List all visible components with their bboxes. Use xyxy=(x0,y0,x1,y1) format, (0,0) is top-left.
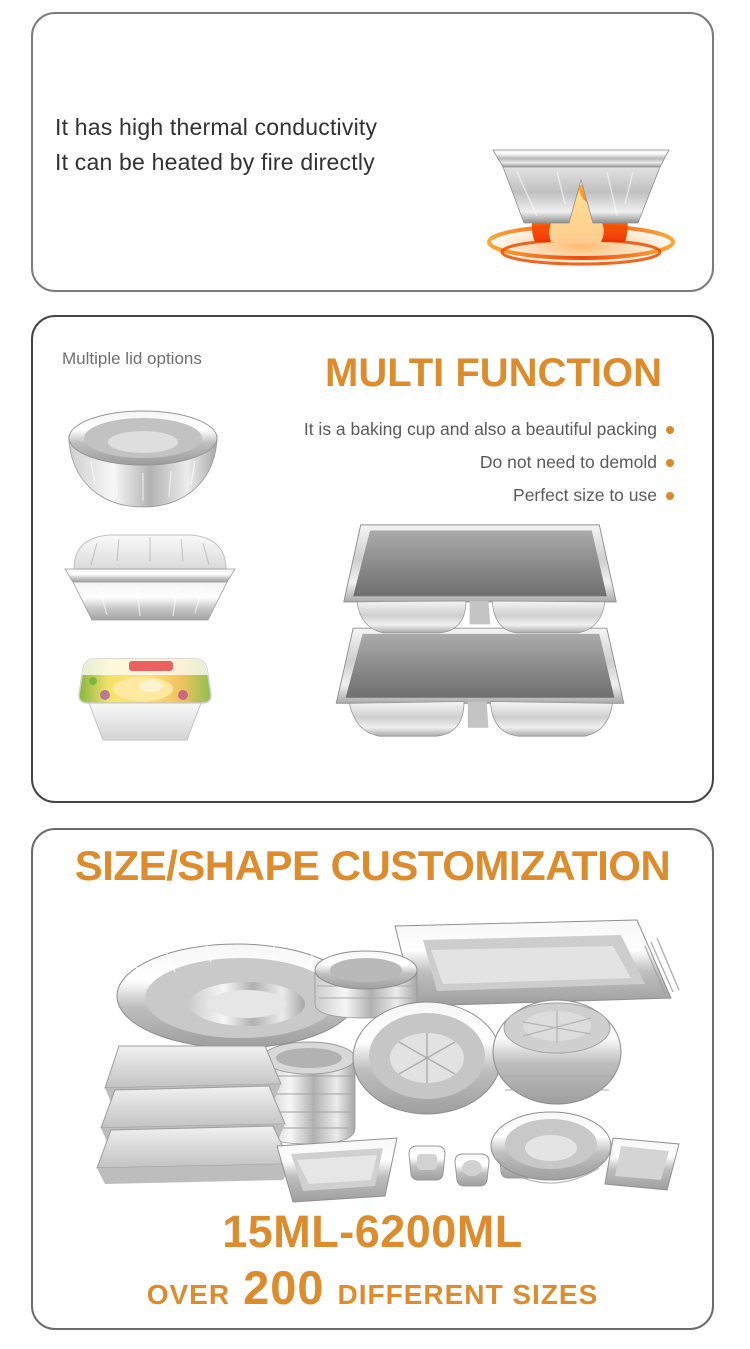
foil-tray-over-fire-image xyxy=(467,124,695,278)
feature-bullet xyxy=(304,452,674,473)
foil-container-printed-lid-image xyxy=(77,651,213,743)
multiple-lid-options-label: Multiple lid options xyxy=(62,349,202,368)
sizes-count-line xyxy=(33,1260,712,1315)
volume-range-text: 15ML-6200ML xyxy=(222,1206,523,1257)
feature-bullet-list xyxy=(304,419,674,506)
rect-foil-container-with-lid-image xyxy=(57,521,243,623)
multi-function-card xyxy=(31,315,714,803)
bullet-dot-icon xyxy=(666,426,674,434)
sizes-prefix: OVER xyxy=(146,1279,231,1310)
feature-bullet xyxy=(304,485,674,506)
thermal-line-2: It can be heated by fire directly xyxy=(55,149,375,175)
sizes-suffix: DIFFERENT SIZES xyxy=(337,1279,599,1310)
thermal-conductivity-card xyxy=(31,12,714,292)
bullet-text: It is a baking cup and also a beautiful packing xyxy=(303,419,657,439)
bullet-dot-icon xyxy=(666,492,674,500)
multi-function-title: MULTI FUNCTION xyxy=(325,351,662,395)
sizes-count: 200 xyxy=(243,1261,325,1314)
bullet-dot-icon xyxy=(666,459,674,467)
stacked-compartment-trays-image xyxy=(325,519,635,743)
size-shape-customization-card xyxy=(31,828,714,1330)
thermal-line-1: It has high thermal conductivity xyxy=(55,114,378,140)
assorted-foil-containers-image xyxy=(65,906,685,1206)
thermal-text xyxy=(55,110,377,180)
customization-title: SIZE/SHAPE CUSTOMIZATION xyxy=(74,842,671,889)
bullet-text: Do not need to demold xyxy=(479,452,657,472)
feature-bullet xyxy=(304,419,674,440)
round-foil-bowl-image xyxy=(63,405,223,513)
bullet-text: Perfect size to use xyxy=(513,485,657,505)
